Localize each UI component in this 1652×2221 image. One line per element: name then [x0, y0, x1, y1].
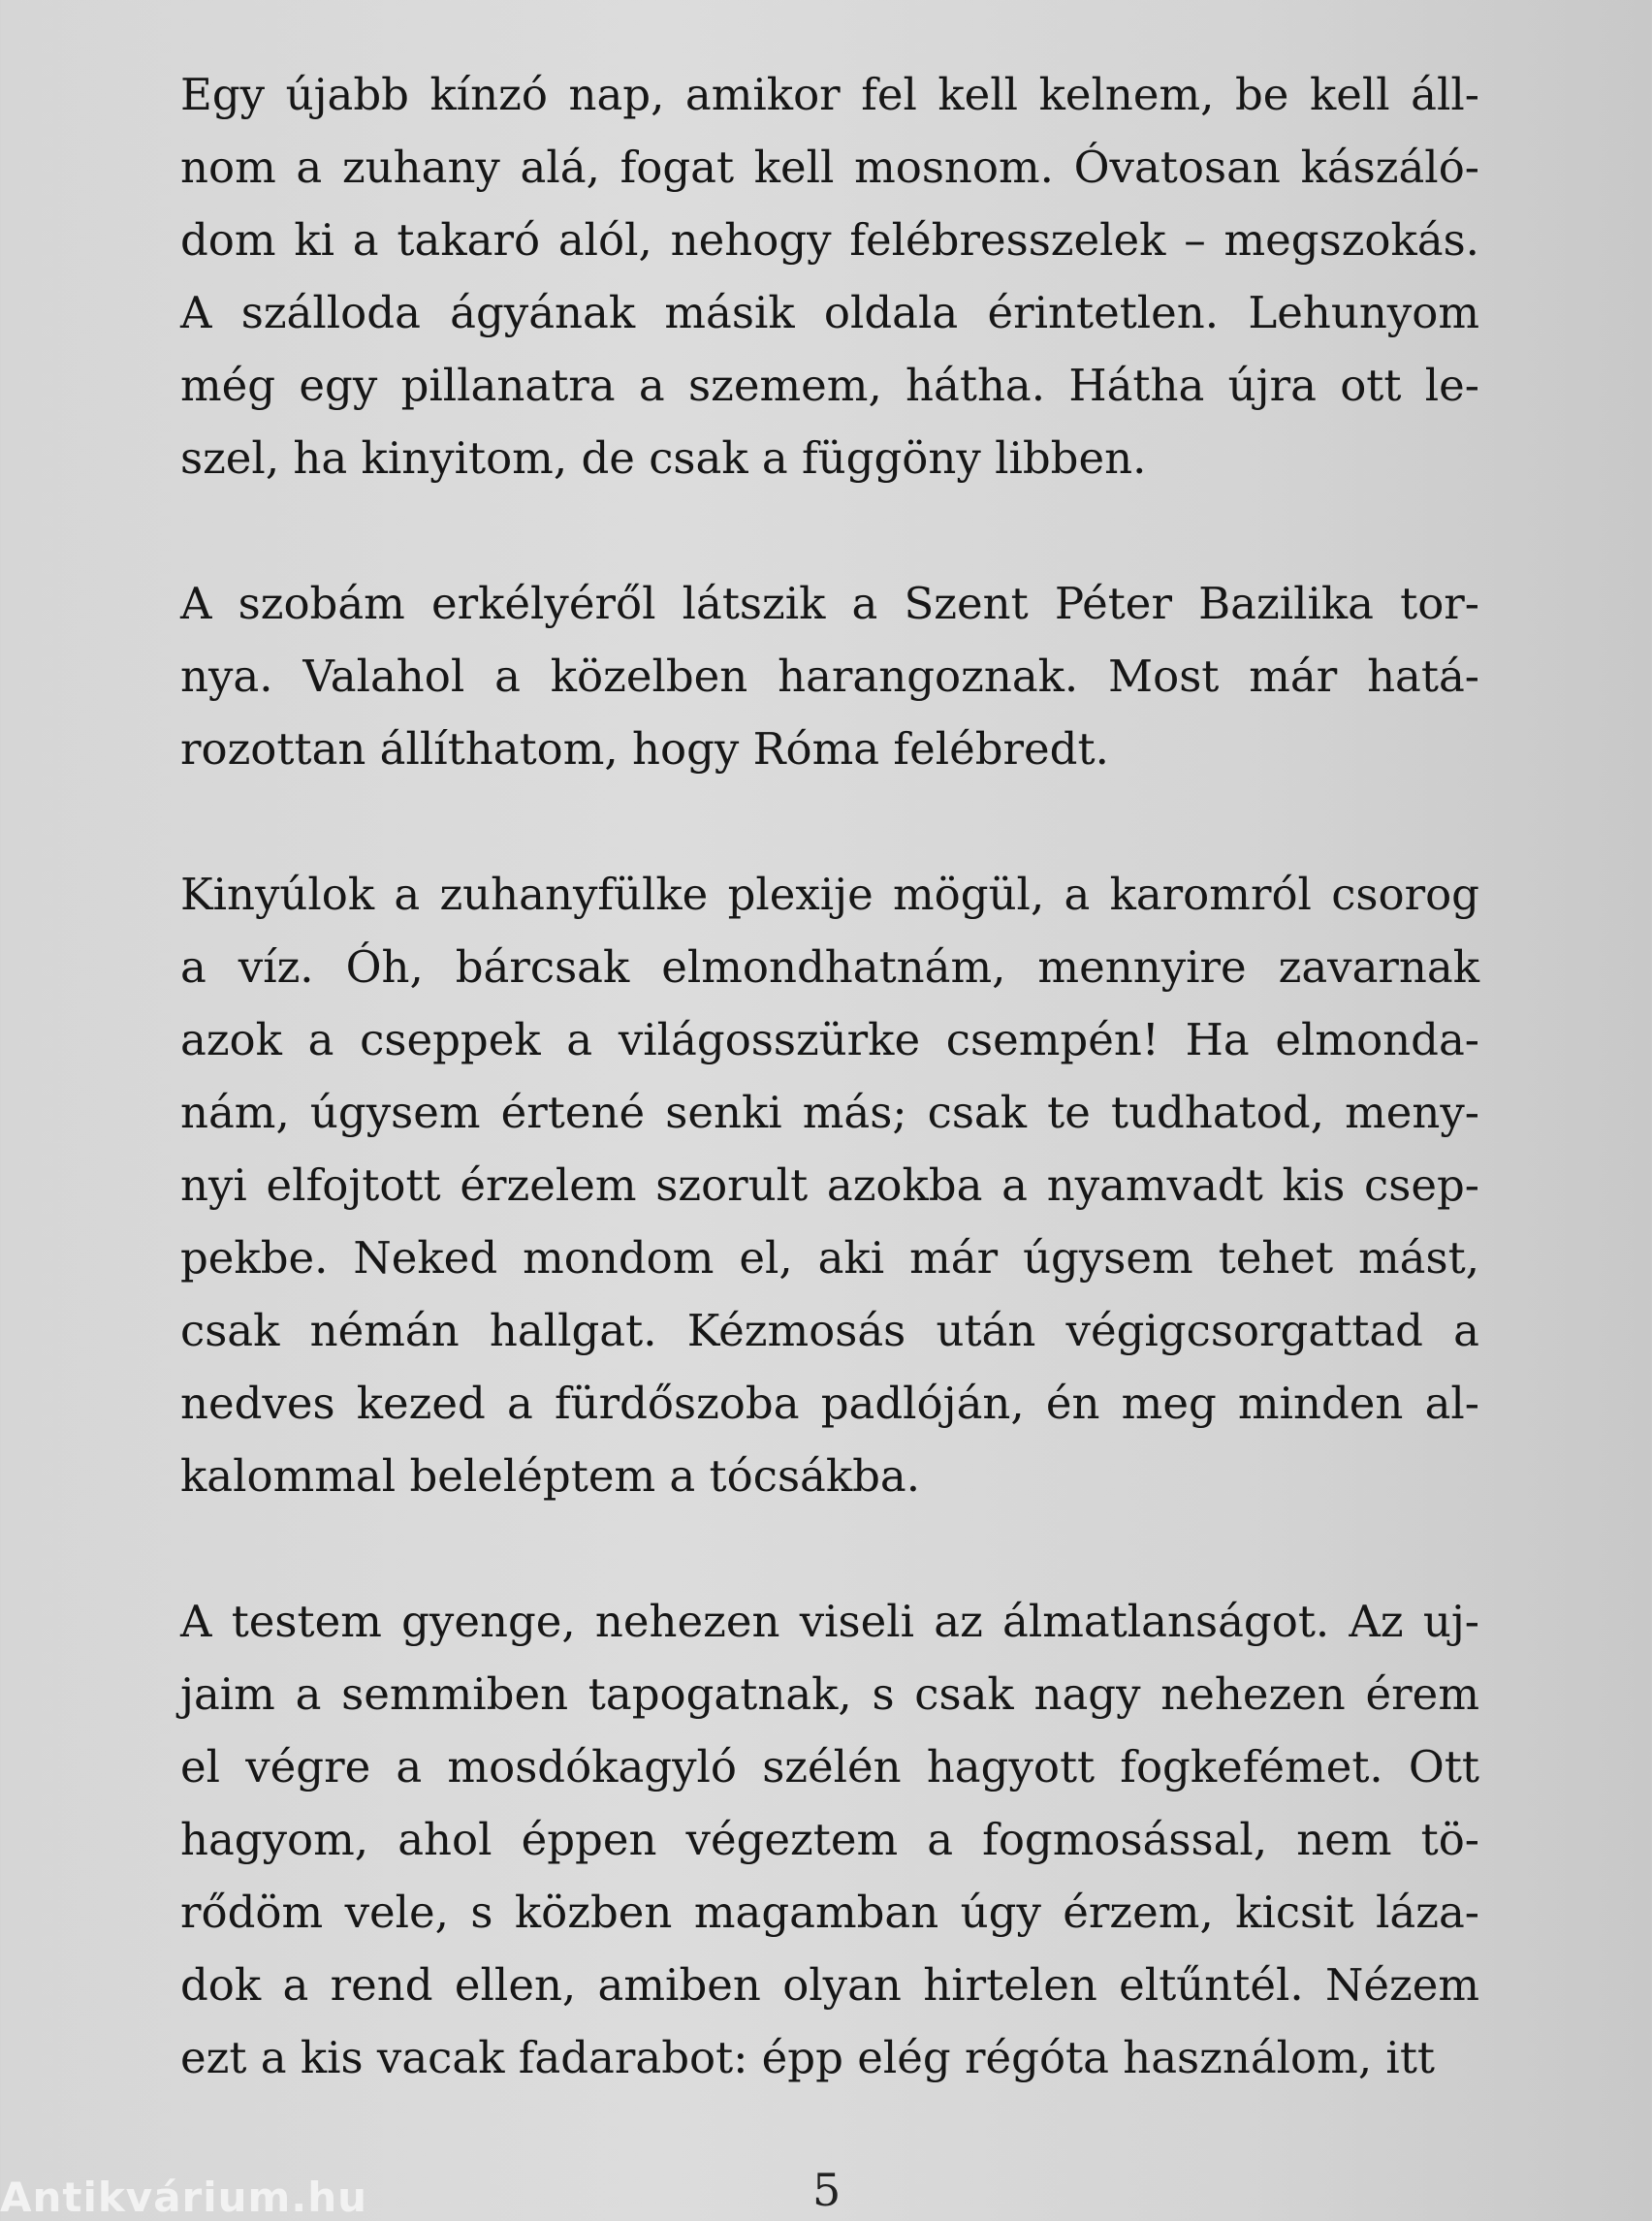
text-line: Egy újabb kínzó nap, amikor fel kell kelnem, be kell áll-	[180, 69, 1479, 120]
text-line: nya. Valahol a közelben harangoznak. Most már hatá-	[180, 650, 1479, 702]
text-line: nedves kezed a fürdőszoba padlóján, én meg minden al-	[180, 1378, 1479, 1429]
text-line: szel, ha kinyitom, de csak a függöny libben.	[180, 432, 1147, 484]
text-line: azok a cseppek a világosszürke csempén! Ha elmonda-	[180, 1014, 1479, 1065]
text-line: nom a zuhany alá, fogat kell mosnom. Óvatosan kászáló-	[180, 142, 1479, 193]
text-line: ezt a kis vacak fadarabot: épp elég régóta használom, itt	[180, 2032, 1435, 2083]
paragraph-2	[180, 567, 1479, 785]
text-line: hagyom, ahol éppen végeztem a fogmosással, nem tö-	[180, 1814, 1479, 1865]
text-line: jaim a semmiben tapogatnak, s csak nagy nehezen érem	[180, 1668, 1479, 1720]
paragraph-gap	[180, 494, 1479, 567]
text-line: a víz. Óh, bárcsak elmondhatnám, mennyire zavarnak	[180, 941, 1479, 993]
paragraph-4	[180, 1585, 1479, 2094]
text-line: még egy pillanatra a szemem, hátha. Hátha újra ott le-	[180, 360, 1479, 411]
text-line: Kinyúlok a zuhanyfülke plexije mögül, a karomról csorog	[180, 869, 1479, 920]
paragraph-gap	[180, 1512, 1479, 1585]
text-line: dom ki a takaró alól, nehogy felébresszelek – megszokás.	[180, 214, 1479, 266]
text-line: el végre a mosdókagyló szélén hagyott fogkefémet. Ott	[180, 1741, 1479, 1793]
text-line: A szálloda ágyának másik oldala érintetlen. Lehunyom	[180, 287, 1479, 338]
page-number: 5	[812, 2164, 842, 2216]
text-line: nám, úgysem értené senki más; csak te tudhatod, meny-	[180, 1087, 1479, 1138]
text-line: pekbe. Neked mondom el, aki már úgysem tehet mást,	[180, 1232, 1479, 1284]
text-line: rődöm vele, s közben magamban úgy érzem, kicsit láza-	[180, 1887, 1479, 1938]
paragraph-1	[180, 58, 1479, 494]
watermark-text: Antikvárium.hu	[0, 2173, 368, 2221]
paragraph-3	[180, 858, 1479, 1512]
text-line: csak némán hallgat. Kézmosás után végigcsorgattad a	[180, 1305, 1479, 1356]
text-line: dok a rend ellen, amiben olyan hirtelen eltűntél. Nézem	[180, 1959, 1479, 2011]
text-line: rozottan állíthatom, hogy Róma felébredt.	[180, 723, 1109, 775]
text-column	[180, 58, 1479, 2094]
text-line: A szobám erkélyéről látszik a Szent Péter Bazilika tor-	[180, 578, 1479, 629]
text-line: A testem gyenge, nehezen viseli az álmatlanságot. Az uj-	[180, 1596, 1479, 1647]
text-line: kalommal beleléptem a tócsákba.	[180, 1450, 921, 1502]
paragraph-gap	[180, 785, 1479, 858]
text-line: nyi elfojtott érzelem szorult azokba a nyamvadt kis csep-	[180, 1159, 1479, 1211]
